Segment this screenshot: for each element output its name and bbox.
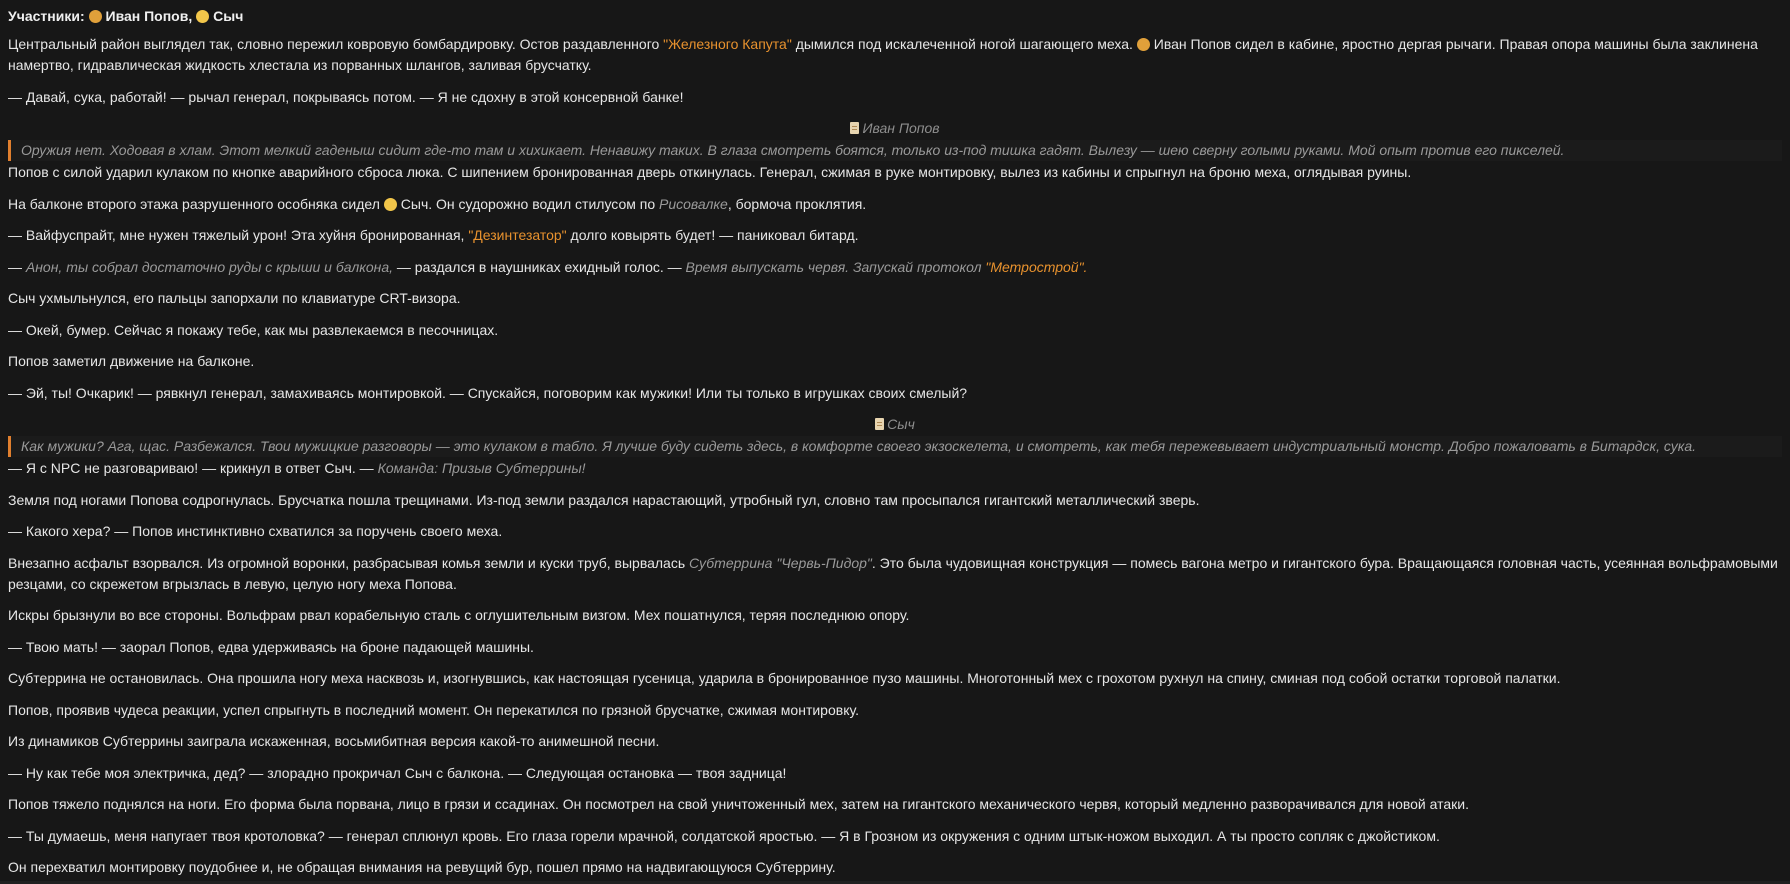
paragraph: — Анон, ты собрал достаточно руды с крыши и балкона, — раздался в наушниках ехидный голос. — Время выпускать червя. Запускай протокол "Метрострой". [8,258,1088,275]
inner-thought: Оружия нет. Ходовая в хлам. Этот мелкий гаденыш сидит где-то там и хихикает. Ненавижу таких. В глаза смотреть боятся, только из-под тишка гадят. Вылезу — шею сверну голыми руками. Мой опыт против его пикселей. [8,140,1782,161]
scroll-icon [875,418,884,430]
inner-thought: Как мужики? Ага, щас. Разбежался. Твои мужицкие разговоры — это кулаком в табло. Я лучше буду сидеть здесь, в комфорте своего экзоскелета, и смотреть, как тебя пережевывает индустриальный монстр. Добро пожаловать в Битардск, сука. [8,436,1782,457]
highlight-term: "Метрострой". [985,258,1088,275]
paragraph: Из динамиков Субтеррины заиграла искаженная, восьмибитная версия какой-то анимешной песни. [8,733,660,749]
paragraph: — Ну как тебе моя электричка, дед? — злорадно прокричал Сыч с балкона. — Следующая остановка — твоя задница! [8,764,787,781]
paragraph: Субтеррина не остановилась. Она прошила ногу меха насквозь и, изогнувшись, как настоящая гусеница, ударила в бронированное пузо машины. Многотонный мех с грохотом рухнул на спину, сминая под собой остатки торговой палатки. [8,670,1561,686]
paragraph: Земля под ногами Попова содрогнулась. Брусчатка пошла трещинами. Из-под земли раздался нарастающий, утробный гул, словно там просыпался гигантский металлический зверь. [8,491,1200,508]
paragraph: — Какого хера? — Попов инстинктивно схватился за поручень своего меха. [8,523,503,539]
paragraph: — Эй, ты! Очкарик! — рявкнул генерал, замахиваясь монтировкой. — Спускайся, поговорим как мужики! Или ты только в игрушках своих смелый? [8,384,968,401]
paragraph: Внезапно асфальт взорвался. Из огромной воронки, разбрасывая комья земли и куски труб, вырвалась Субтеррина "Червь-Пидор". Это была чудовищная конструкция — помесь вагона метро и гигантского бура. Вращающаяся головная часть, усеянная вольфрамовыми резцами, со скрежетом вгрызлась в левую, целую ногу меха Попова. [8,554,1778,592]
paragraph: Сыч ухмыльнулся, его пальцы запорхали по клавиатуре CRT-визора. [8,290,461,306]
participants-header [8,6,1782,27]
participant-sych: Сыч [213,8,244,24]
paragraph: — Твою мать! — заорал Попов, едва удерживаясь на броне падающей машины. [8,638,534,655]
paragraph: Попов заметил движение на балконе. [8,353,255,369]
speaker-label: Иван Попов [8,118,1782,139]
paragraph: Попов, проявив чудеса реакции, успел спрыгнуть в последний момент. Он перекатился по грязной брусчатке, сжимая монтировку. [8,701,859,718]
speaker-label: Сыч [8,414,1782,435]
paragraph: — Окей, бумер. Сейчас я покажу тебе, как мы развлекаемся в песочницах. [8,321,499,338]
paragraph: Попов с силой ударил кулаком по кнопке аварийного сброса люка. С шипением бронированная дверь откинулась. Генерал, сжимая в руке монтировку, вылез из кабины и спрыгнул на броню меха, оглядывая руины. [8,164,1412,180]
highlight-term: "Железного Капута" [663,36,792,52]
paragraph: Искры брызнули во все стороны. Вольфрам рвал корабельную сталь с оглушительным визгом. Мех пошатнулся, теряя последнюю опору. [8,607,910,623]
paragraph: Попов тяжело поднялся на ноги. Его форма была порвана, лицо в грязи и ссадинах. Он посмотрел на свой уничтоженный мех, затем на гигантского механического червя, который медленно разворачивался для новой атаки. [8,796,1469,812]
paragraph: На балконе второго этажа разрушенного особняка сидел Сыч. Он судорожно водил стилусом по Рисовалке, бормоча проклятия. [8,195,867,212]
paragraph: — Я с NPC не разговариваю! — крикнул в ответ Сыч. — Команда: Призыв Субтеррины! [8,460,586,476]
sych-avatar-icon [196,10,209,23]
sych-avatar-icon [384,198,397,211]
paragraph: — Давай, сука, работай! — рычал генерал, покрываясь потом. — Я не сдохну в этой консервной банке! [8,88,684,105]
paragraph: — Вайфуспрайт, мне нужен тяжелый урон! Эта хуйня бронированная, "Дезинтезатор" долго ковырять будет! — паниковал битард. [8,227,859,243]
ivan-avatar-icon [1137,38,1150,51]
participants-label: Участники: [8,8,85,24]
participant-ivan: Иван Попов, [105,8,193,24]
paragraph: — Ты думаешь, меня напугает твоя кротоловка? — генерал сплюнул кровь. Его глаза горели мрачной, солдатской яростью. — Я в Грозном из окружения с одним штык-ножом выходил. А ты просто сопляк с джойстиком. [8,827,1440,844]
paragraph: Он перехватил монтировку поудобнее и, не обращая внимания на ревущий бур, пошел прямо на надвигающуюся Субтеррину. [8,859,836,875]
ivan-avatar-icon [89,10,102,23]
paragraph: Центральный район выглядел так, словно пережил ковровую бомбардировку. Остов раздавленного "Железного Капута" дымился под искалеченной ногой шагающего меха. Иван Попов сидел в кабине, яростно дергая рычаги. Правая опора машины была заклинена намертво, гидравлическая жидкость хлестала из порванных шлангов, заливая брусчатку. [8,36,1758,73]
highlight-term: "Дезинтезатор" [468,227,567,243]
scroll-icon [850,122,859,134]
highlight-term: "Червь-Пидор" [776,554,872,571]
